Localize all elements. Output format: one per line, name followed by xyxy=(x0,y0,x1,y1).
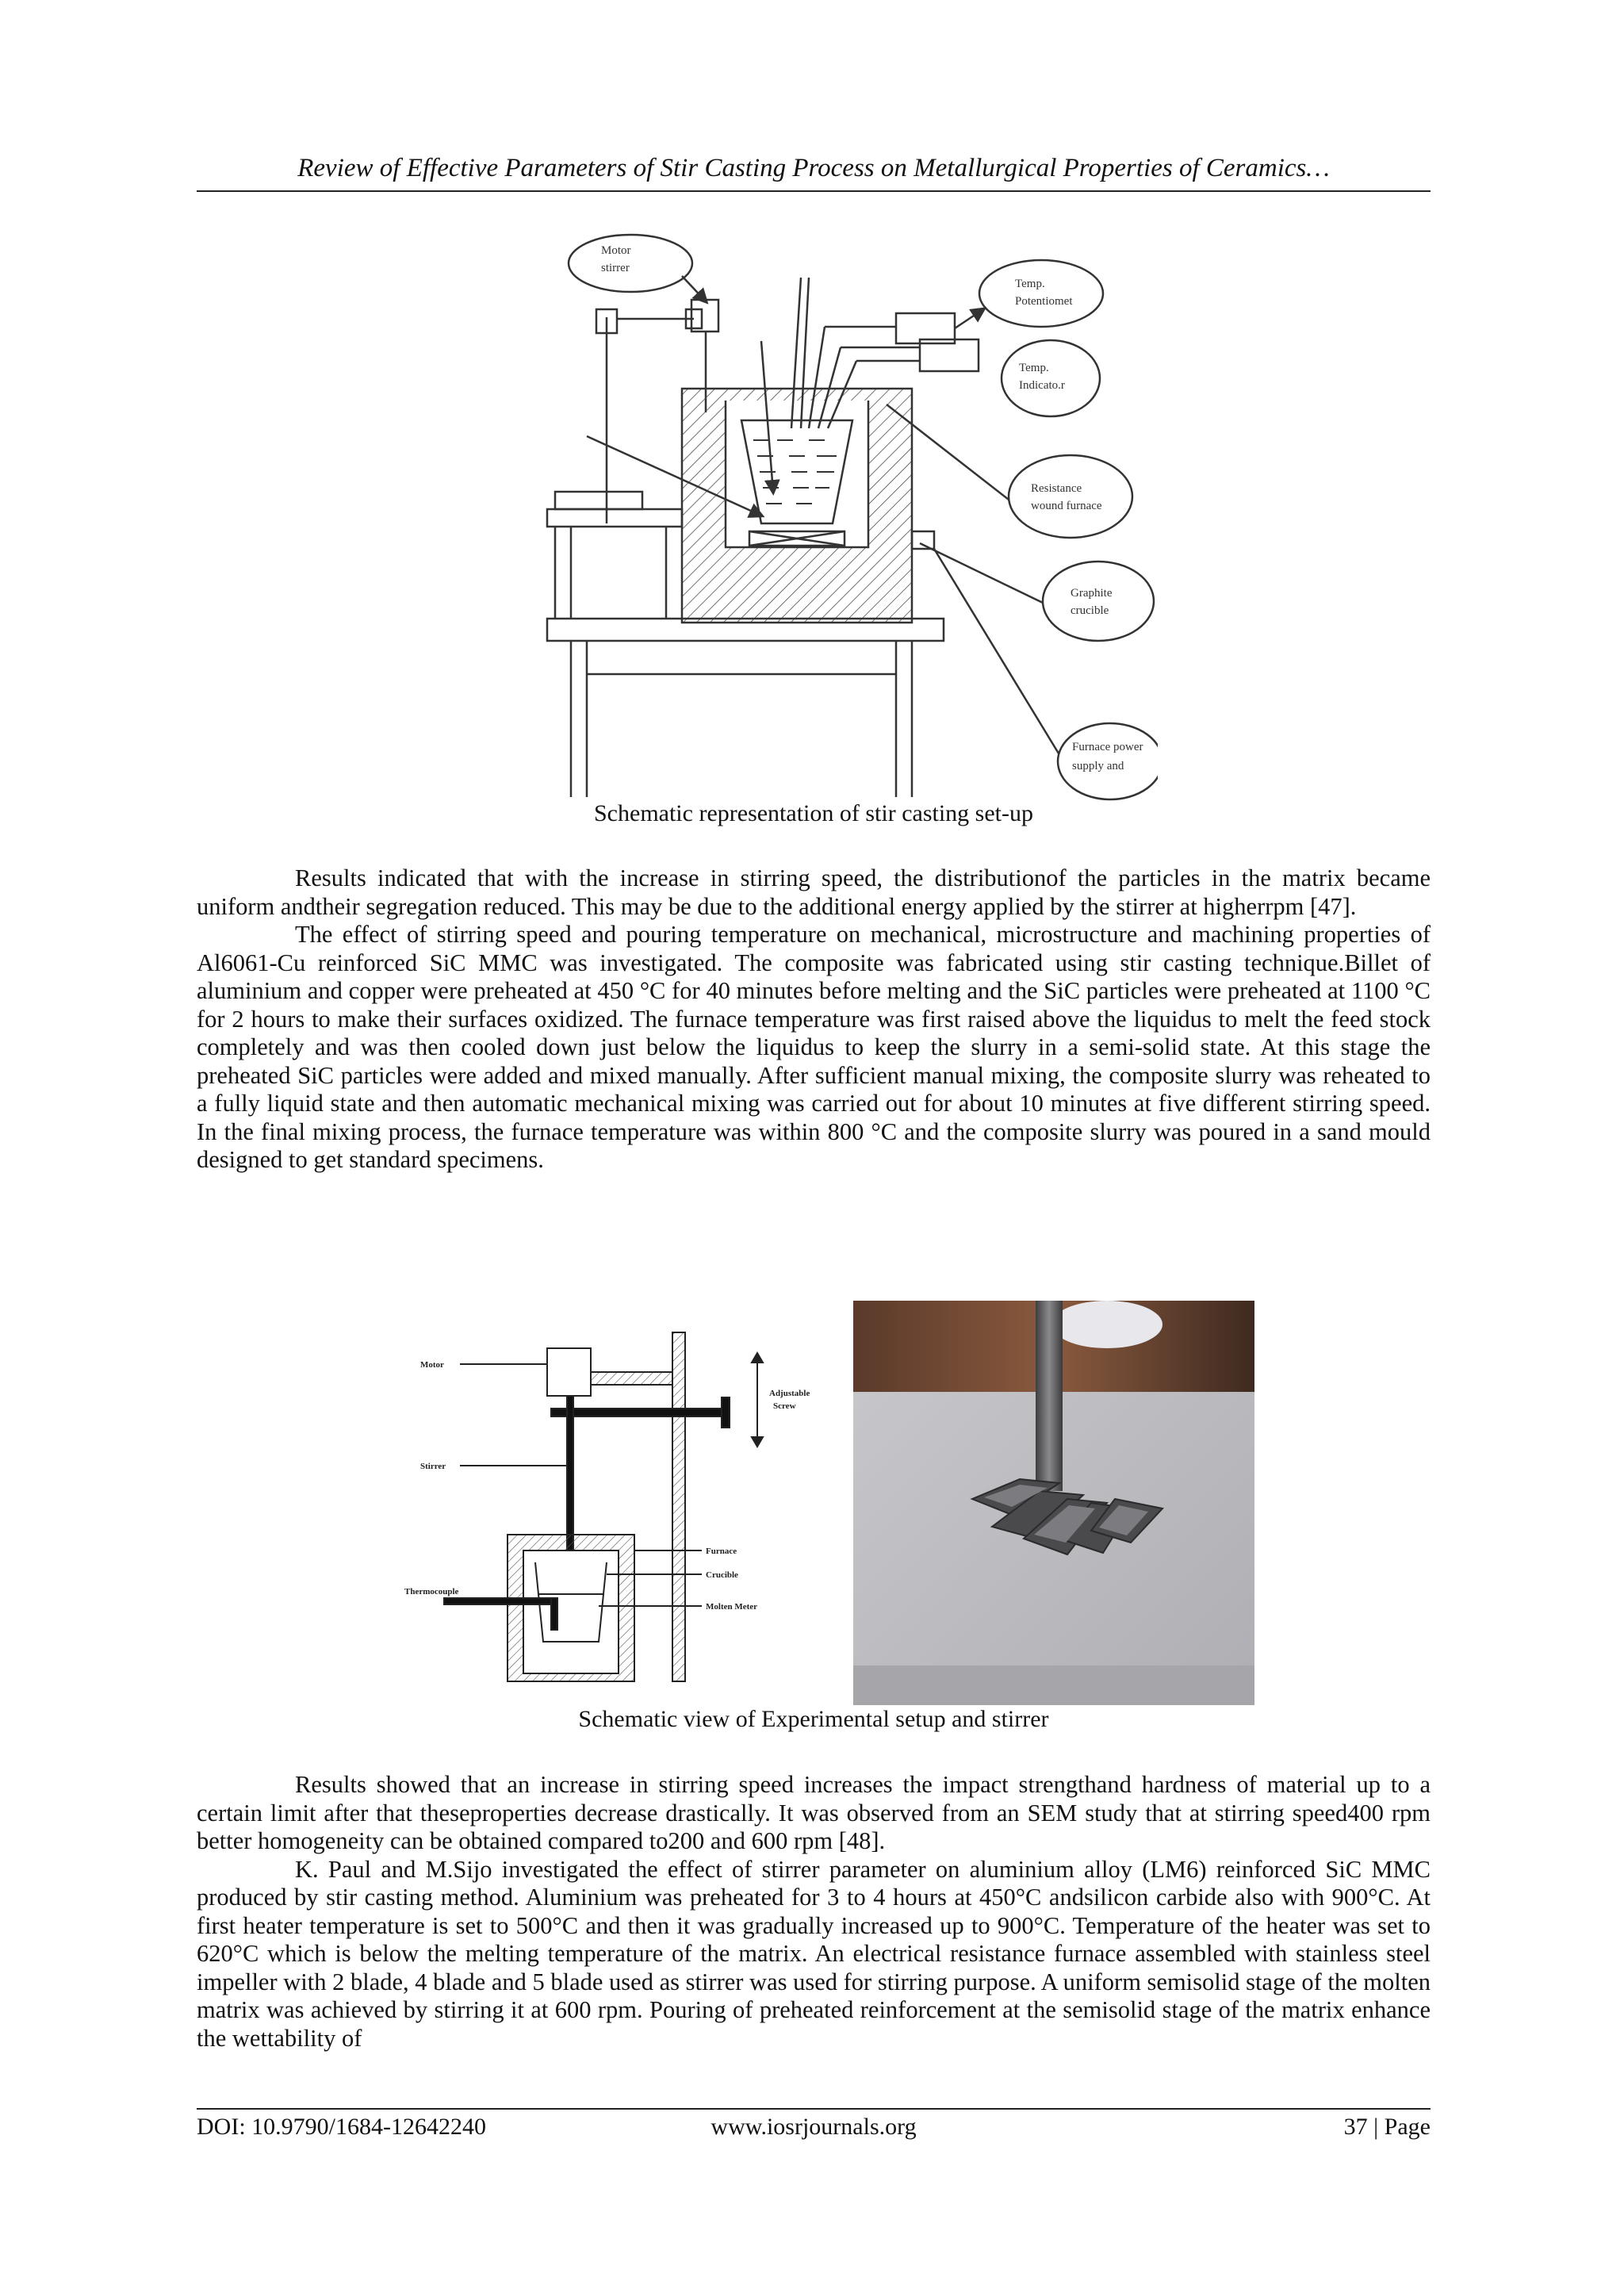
label-supply-and: supply and xyxy=(1072,760,1124,772)
stir-casting-schematic xyxy=(523,230,1158,801)
label-resistance: Resistance xyxy=(1031,482,1082,495)
label-molten-meter: Molten Meter xyxy=(706,1602,758,1612)
label-motor: Motor xyxy=(601,244,631,257)
label-indicator: Indicato.r xyxy=(1019,379,1065,392)
figure-2-caption: Schematic view of Experimental setup and stirrer xyxy=(578,1706,1049,1732)
body-text-b xyxy=(197,1771,1431,2053)
label-wound-furnace: wound furnace xyxy=(1031,500,1102,512)
label-graphite: Graphite xyxy=(1071,587,1113,600)
label-crucible: Crucible xyxy=(706,1570,738,1580)
label-stirrer: Stirrer xyxy=(420,1462,446,1471)
running-header: Review of Effective Parameters of Stir Casting Process on Metallurgical Properties of Ceramics… xyxy=(297,154,1330,182)
label-stirrer: stirrer xyxy=(601,262,630,274)
figure-1-caption: Schematic representation of stir casting set-up xyxy=(594,800,1033,826)
label-furnace-power: Furnace power xyxy=(1072,741,1143,753)
paragraph: Results showed that an increase in stirring speed increases the impact strengthand hardness of material up to a certain limit after that theseproperties decrease drastically. It was observed from an SEM study that at stirring speed400 rpm better homogeneity can be obtained compared to200 and 600 rpm [48]. xyxy=(197,1771,1431,1854)
paragraph: K. Paul and M.Sijo investigated the effect of stirrer parameter on aluminium alloy (LM6) reinforced SiC MMC produced by stir casting method. Aluminium was preheated for 3 to 4 hours at 450°C andsilicon carbide also with 900°C. At first heater temperature is set to 500°C and then it was gradually increased up to 900°C. Temperature of the heater was set to 620°C which is below the melting temperature of the matrix. An electrical resistance furnace assembled with stainless steel impeller with 2 blade, 4 blade and 5 blade used as stirrer was used for stirring purpose. A uniform semisolid stage of the molten matrix was achieved by stirring it at 600 rpm. Pouring of preheated reinforcement at the semisolid stage of the matrix enhance the wettability of xyxy=(197,1855,1431,2052)
label-screw: Screw xyxy=(773,1401,796,1411)
label-crucible: crucible xyxy=(1071,604,1109,617)
footer-page-number: 37 | Page xyxy=(1343,2114,1431,2140)
body-text-a xyxy=(197,864,1431,1175)
stirrer-photograph xyxy=(853,1301,1254,1705)
header-rule xyxy=(197,190,1431,192)
label-furnace: Furnace xyxy=(706,1547,737,1556)
experimental-setup-schematic xyxy=(404,1324,848,1689)
footer-doi: DOI: 10.9790/1684-12642240 xyxy=(197,2114,486,2140)
label-thermocouple: Thermocouple xyxy=(404,1587,459,1596)
label-temp-2: Temp. xyxy=(1019,362,1049,374)
paragraph: The effect of stirring speed and pouring temperature on mechanical, microstructure and machining properties of Al6061-Cu reinforced SiC MMC was investigated. The composite was fabricated using stir casting technique.Billet of aluminium and copper were preheated at 450 °C for 40 minutes before melting and the SiC particles were preheated at 1100 °C for 2 hours to make their surfaces oxidized. The furnace temperature was first raised above the liquidus to melt the feed stock completely and was then cooled down just below the liquidus to keep the slurry in a semi-solid state. At this stage the preheated SiC particles were added and mixed manually. After sufficient manual mixing, the composite slurry was reheated to a fully liquid state and then automatic mechanical mixing was carried out for about 10 minutes at five different stirring speed. In the final mixing process, the furnace temperature was within 800 °C and the composite slurry was poured in a sand mould designed to get standard specimens. xyxy=(197,921,1431,1173)
footer-rule xyxy=(197,2108,1431,2110)
label-adjustable: Adjustable xyxy=(769,1389,810,1398)
label-temp-1: Temp. xyxy=(1015,278,1045,290)
paragraph: Results indicated that with the increase in stirring speed, the distributionof the particles in the matrix became uniform andtheir segregation reduced. This may be due to the additional energy applied by the stirrer at higherrpm [47]. xyxy=(197,864,1431,920)
label-motor: Motor xyxy=(420,1360,444,1370)
label-potentiometer: Potentiomet xyxy=(1015,295,1073,308)
footer-website: www.iosrjournals.org xyxy=(710,2114,917,2140)
